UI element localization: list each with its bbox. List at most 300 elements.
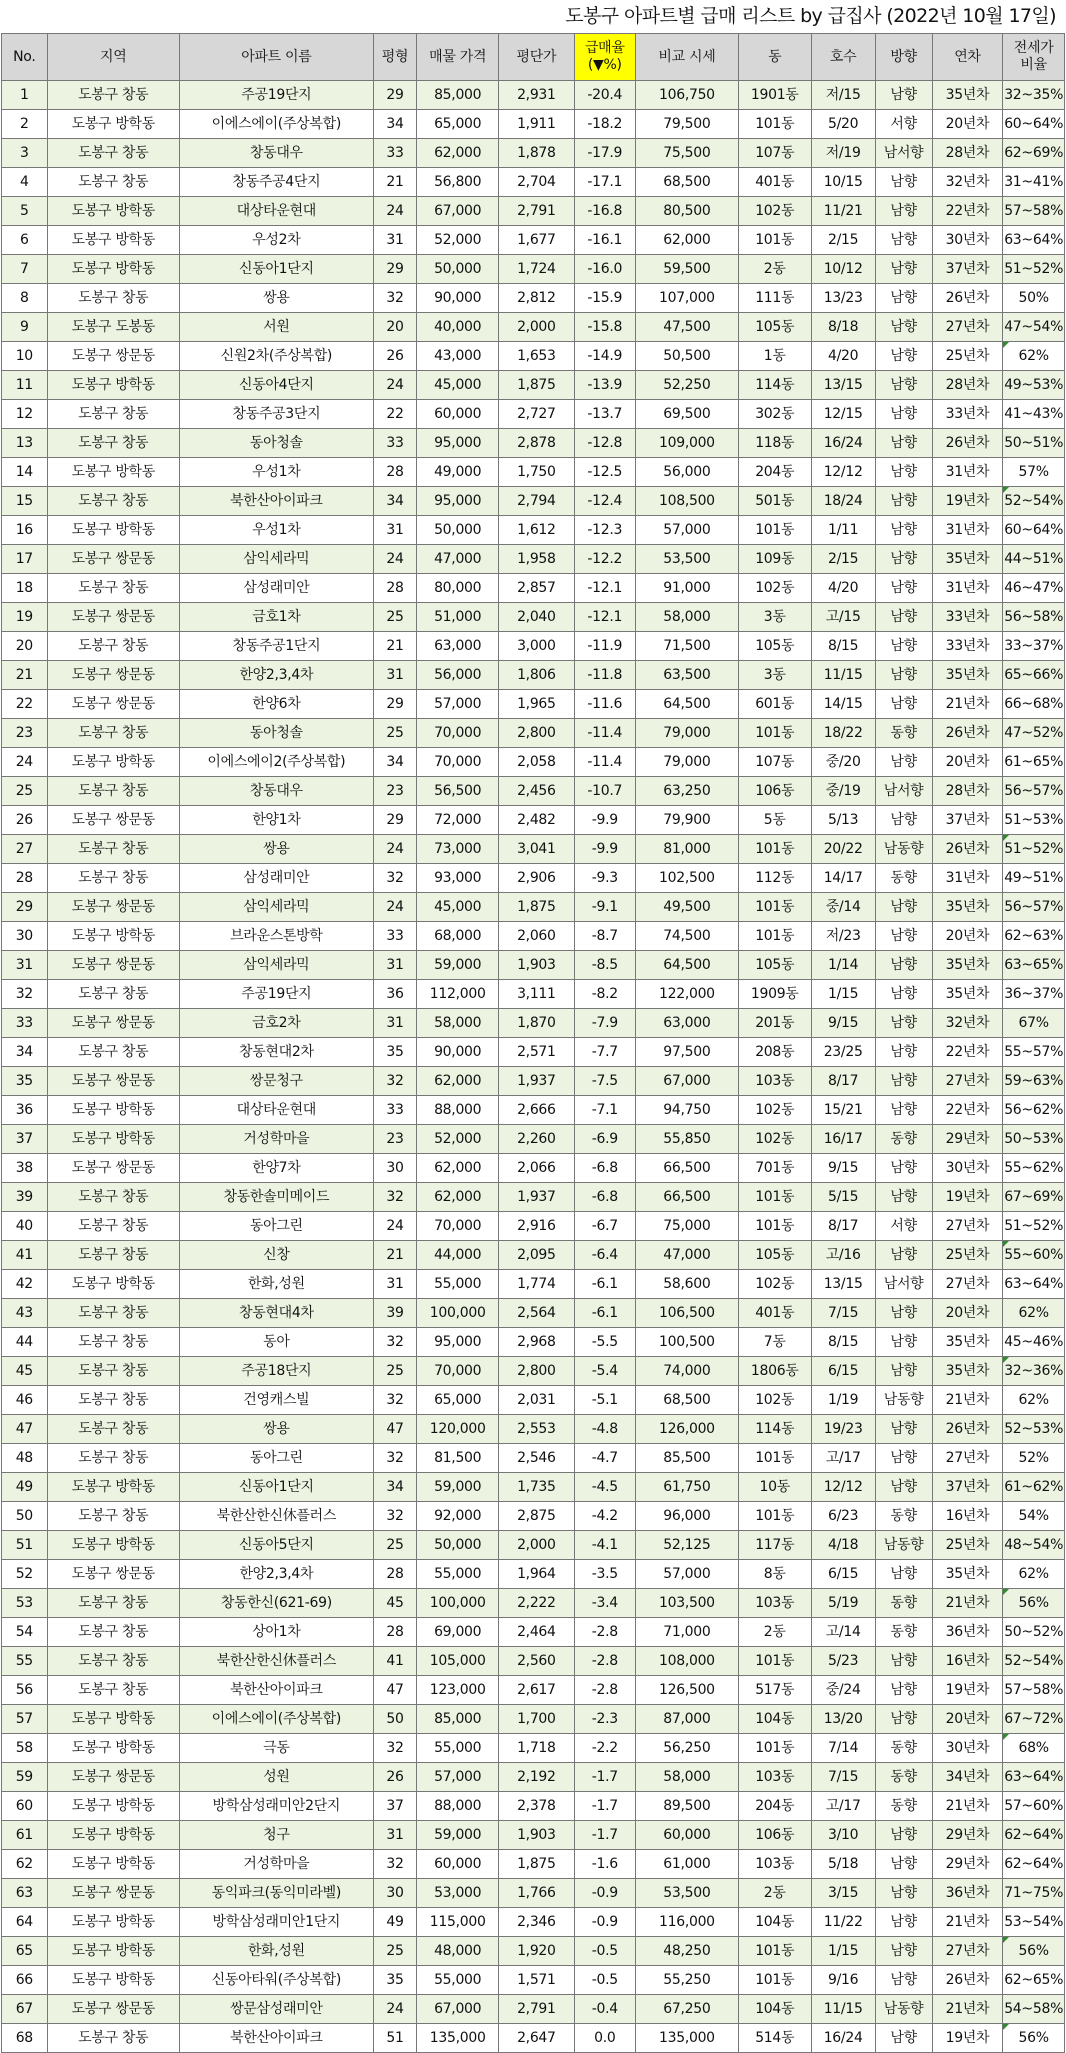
cell-no: 41	[2, 1241, 48, 1270]
cell-drop-rate: -0.4	[574, 1995, 636, 2024]
cell-building: 105동	[738, 632, 811, 661]
cell-building: 101동	[738, 110, 811, 139]
cell-unit-price: 1,958	[499, 545, 574, 574]
cell-age: 30년차	[932, 1734, 1003, 1763]
cell-age: 22년차	[932, 197, 1003, 226]
cell-age: 25년차	[932, 1241, 1003, 1270]
table-row	[2, 777, 1065, 806]
cell-drop-rate: -12.8	[574, 429, 636, 458]
cell-apartment: 동아청솔	[179, 429, 373, 458]
cell-compare-price: 59,500	[636, 255, 739, 284]
cell-drop-rate: -5.4	[574, 1357, 636, 1386]
cell-direction: 동향	[875, 1125, 932, 1154]
cell-unit-price: 2,546	[499, 1444, 574, 1473]
cell-area: 39	[373, 1299, 416, 1328]
cell-no: 58	[2, 1734, 48, 1763]
cell-age: 33년차	[932, 603, 1003, 632]
cell-unit-price: 2,553	[499, 1415, 574, 1444]
cell-direction: 서향	[875, 110, 932, 139]
cell-direction: 남향	[875, 1444, 932, 1473]
cell-apartment: 이에스에이(주상복합)	[179, 1705, 373, 1734]
cell-unit: 5/19	[811, 1589, 875, 1618]
cell-jeonse-ratio: 45~46%	[1003, 1328, 1065, 1357]
cell-no: 5	[2, 197, 48, 226]
cell-area: 25	[373, 1937, 416, 1966]
cell-price: 63,000	[417, 632, 499, 661]
cell-age: 16년차	[932, 1502, 1003, 1531]
cell-jeonse-ratio: 67%	[1003, 1009, 1065, 1038]
cell-direction: 동향	[875, 1792, 932, 1821]
cell-unit: 고/16	[811, 1241, 875, 1270]
cell-area: 21	[373, 168, 416, 197]
cell-price: 90,000	[417, 1038, 499, 1067]
cell-building: 8동	[738, 1560, 811, 1589]
cell-area: 32	[373, 1502, 416, 1531]
cell-age: 31년차	[932, 574, 1003, 603]
cell-unit: 8/15	[811, 632, 875, 661]
cell-unit: 13/15	[811, 1270, 875, 1299]
cell-drop-rate: -18.2	[574, 110, 636, 139]
cell-age: 35년차	[932, 951, 1003, 980]
cell-age: 26년차	[932, 1415, 1003, 1444]
cell-building: 101동	[738, 226, 811, 255]
cell-direction: 남향	[875, 226, 932, 255]
cell-unit-price: 2,260	[499, 1125, 574, 1154]
cell-drop-rate: -0.9	[574, 1908, 636, 1937]
cell-compare-price: 91,000	[636, 574, 739, 603]
table-row	[2, 1676, 1065, 1705]
cell-unit: 8/17	[811, 1212, 875, 1241]
cell-compare-price: 68,500	[636, 168, 739, 197]
cell-jeonse-ratio: 56%	[1003, 2024, 1065, 2053]
cell-no: 54	[2, 1618, 48, 1647]
cell-jeonse-ratio: 41~43%	[1003, 400, 1065, 429]
table-row	[2, 2024, 1065, 2053]
cell-age: 27년차	[932, 1212, 1003, 1241]
cell-no: 68	[2, 2024, 48, 2053]
cell-region: 도봉구 방학동	[47, 1125, 179, 1154]
table-row	[2, 313, 1065, 342]
cell-age: 26년차	[932, 1966, 1003, 1995]
cell-unit: 11/22	[811, 1908, 875, 1937]
cell-region: 도봉구 방학동	[47, 1792, 179, 1821]
table-row	[2, 1154, 1065, 1183]
cell-jeonse-ratio: 67~69%	[1003, 1183, 1065, 1212]
cell-area: 34	[373, 110, 416, 139]
cell-building: 101동	[738, 1183, 811, 1212]
cell-no: 61	[2, 1821, 48, 1850]
cell-apartment: 동아그린	[179, 1212, 373, 1241]
cell-area: 33	[373, 139, 416, 168]
cell-jeonse-ratio: 59~63%	[1003, 1067, 1065, 1096]
cell-no: 19	[2, 603, 48, 632]
cell-age: 20년차	[932, 1705, 1003, 1734]
cell-unit: 6/15	[811, 1560, 875, 1589]
cell-apartment: 대상타운현대	[179, 197, 373, 226]
cell-price: 60,000	[417, 1850, 499, 1879]
cell-price: 120,000	[417, 1415, 499, 1444]
cell-apartment: 쌍용	[179, 284, 373, 313]
cell-area: 24	[373, 371, 416, 400]
table-row	[2, 661, 1065, 690]
cell-drop-rate: -6.8	[574, 1154, 636, 1183]
cell-area: 35	[373, 1038, 416, 1067]
cell-age: 21년차	[932, 1908, 1003, 1937]
table-row	[2, 1531, 1065, 1560]
cell-building: 102동	[738, 197, 811, 226]
cell-apartment: 극동	[179, 1734, 373, 1763]
cell-jeonse-ratio: 65~66%	[1003, 661, 1065, 690]
cell-price: 56,500	[417, 777, 499, 806]
cell-building: 101동	[738, 922, 811, 951]
cell-compare-price: 67,250	[636, 1995, 739, 2024]
cell-region: 도봉구 방학동	[47, 1734, 179, 1763]
cell-drop-rate: -8.2	[574, 980, 636, 1009]
cell-drop-rate: -1.7	[574, 1821, 636, 1850]
cell-direction: 남향	[875, 1328, 932, 1357]
cell-age: 22년차	[932, 1096, 1003, 1125]
cell-direction: 동향	[875, 1734, 932, 1763]
cell-drop-rate: -9.9	[574, 806, 636, 835]
cell-compare-price: 107,000	[636, 284, 739, 313]
cell-jeonse-ratio: 49~51%	[1003, 864, 1065, 893]
cell-price: 123,000	[417, 1676, 499, 1705]
cell-price: 70,000	[417, 1212, 499, 1241]
cell-drop-rate: -12.5	[574, 458, 636, 487]
cell-price: 59,000	[417, 1473, 499, 1502]
cell-region: 도봉구 쌍문동	[47, 661, 179, 690]
cell-price: 51,000	[417, 603, 499, 632]
cell-building: 109동	[738, 545, 811, 574]
cell-unit-price: 2,000	[499, 313, 574, 342]
cell-apartment: 한양1차	[179, 806, 373, 835]
cell-jeonse-ratio: 52%	[1003, 1444, 1065, 1473]
cell-no: 15	[2, 487, 48, 516]
cell-unit-price: 2,617	[499, 1676, 574, 1705]
col-header-direction: 방향	[875, 34, 932, 81]
cell-direction: 남향	[875, 1038, 932, 1067]
cell-direction: 동향	[875, 1502, 932, 1531]
table-row	[2, 1589, 1065, 1618]
cell-compare-price: 56,000	[636, 458, 739, 487]
cell-direction: 남향	[875, 1357, 932, 1386]
cell-price: 85,000	[417, 81, 499, 110]
cell-drop-rate: -9.9	[574, 835, 636, 864]
cell-region: 도봉구 방학동	[47, 197, 179, 226]
cell-unit-price: 1,875	[499, 371, 574, 400]
cell-age: 26년차	[932, 284, 1003, 313]
cell-no: 2	[2, 110, 48, 139]
cell-area: 32	[373, 284, 416, 313]
cell-age: 30년차	[932, 1154, 1003, 1183]
cell-region: 도봉구 창동	[47, 864, 179, 893]
cell-age: 20년차	[932, 922, 1003, 951]
cell-apartment: 쌍문청구	[179, 1067, 373, 1096]
cell-unit: 5/18	[811, 1850, 875, 1879]
cell-area: 47	[373, 1676, 416, 1705]
cell-unit: 2/15	[811, 226, 875, 255]
cell-region: 도봉구 창동	[47, 429, 179, 458]
cell-no: 45	[2, 1357, 48, 1386]
cell-region: 도봉구 쌍문동	[47, 1009, 179, 1038]
cell-apartment: 삼성래미안	[179, 864, 373, 893]
cell-area: 32	[373, 1067, 416, 1096]
cell-area: 21	[373, 1241, 416, 1270]
cell-price: 40,000	[417, 313, 499, 342]
cell-price: 65,000	[417, 110, 499, 139]
cell-drop-rate: -9.1	[574, 893, 636, 922]
cell-unit: 9/15	[811, 1009, 875, 1038]
table-row	[2, 1502, 1065, 1531]
cell-age: 36년차	[932, 1618, 1003, 1647]
cell-unit: 18/24	[811, 487, 875, 516]
cell-building: 103동	[738, 1067, 811, 1096]
cell-direction: 남향	[875, 1705, 932, 1734]
cell-direction: 남향	[875, 748, 932, 777]
cell-unit: 고/15	[811, 603, 875, 632]
cell-compare-price: 58,000	[636, 603, 739, 632]
cell-no: 55	[2, 1647, 48, 1676]
cell-price: 57,000	[417, 690, 499, 719]
cell-drop-rate: -6.1	[574, 1299, 636, 1328]
cell-age: 27년차	[932, 1937, 1003, 1966]
cell-apartment: 삼익세라믹	[179, 545, 373, 574]
cell-area: 21	[373, 632, 416, 661]
cell-jeonse-ratio: 56%	[1003, 1937, 1065, 1966]
cell-drop-rate: -7.9	[574, 1009, 636, 1038]
table-row	[2, 1821, 1065, 1850]
cell-region: 도봉구 창동	[47, 1502, 179, 1531]
cell-region: 도봉구 창동	[47, 1357, 179, 1386]
cell-jeonse-ratio: 54~58%	[1003, 1995, 1065, 2024]
cell-region: 도봉구 창동	[47, 1647, 179, 1676]
cell-direction: 남향	[875, 81, 932, 110]
cell-area: 25	[373, 603, 416, 632]
cell-jeonse-ratio: 56~57%	[1003, 893, 1065, 922]
cell-drop-rate: -11.6	[574, 690, 636, 719]
page-title: 도봉구 아파트별 급매 리스트 by 급집사 (2022년 10월 17일)	[565, 5, 1056, 27]
cell-drop-rate: -3.4	[574, 1589, 636, 1618]
cell-direction: 남향	[875, 1067, 932, 1096]
cell-price: 93,000	[417, 864, 499, 893]
cell-apartment: 이에스에이(주상복합)	[179, 110, 373, 139]
table-row	[2, 1386, 1065, 1415]
cell-age: 30년차	[932, 226, 1003, 255]
col-header-drop-rate-line2: (▼%)	[587, 57, 622, 73]
cell-drop-rate: -13.9	[574, 371, 636, 400]
cell-unit: 1/15	[811, 1937, 875, 1966]
table-row	[2, 951, 1065, 980]
cell-area: 24	[373, 893, 416, 922]
table-row	[2, 1966, 1065, 1995]
cell-unit-price: 2,095	[499, 1241, 574, 1270]
cell-building: 101동	[738, 1734, 811, 1763]
table-row	[2, 1125, 1065, 1154]
cell-jeonse-ratio: 47~54%	[1003, 313, 1065, 342]
cell-apartment: 주공19단지	[179, 81, 373, 110]
cell-unit: 6/15	[811, 1357, 875, 1386]
cell-jeonse-ratio: 51~53%	[1003, 806, 1065, 835]
cell-jeonse-ratio: 55~60%	[1003, 1241, 1065, 1270]
cell-building: 204동	[738, 458, 811, 487]
cell-age: 28년차	[932, 371, 1003, 400]
cell-jeonse-ratio: 61~62%	[1003, 1473, 1065, 1502]
cell-building: 5동	[738, 806, 811, 835]
cell-unit-price: 1,903	[499, 1821, 574, 1850]
cell-building: 302동	[738, 400, 811, 429]
cell-unit: 중/14	[811, 893, 875, 922]
cell-region: 도봉구 방학동	[47, 458, 179, 487]
cell-region: 도봉구 방학동	[47, 1705, 179, 1734]
cell-no: 35	[2, 1067, 48, 1096]
cell-age: 20년차	[932, 748, 1003, 777]
cell-apartment: 청구	[179, 1821, 373, 1850]
table-row	[2, 1009, 1065, 1038]
cell-compare-price: 68,500	[636, 1386, 739, 1415]
cell-apartment: 한화,성원	[179, 1937, 373, 1966]
cell-no: 29	[2, 893, 48, 922]
cell-age: 27년차	[932, 313, 1003, 342]
cell-jeonse-ratio: 56~58%	[1003, 603, 1065, 632]
cell-unit-price: 1,878	[499, 139, 574, 168]
cell-jeonse-ratio: 60~64%	[1003, 516, 1065, 545]
cell-age: 35년차	[932, 1560, 1003, 1589]
table-row	[2, 719, 1065, 748]
cell-area: 30	[373, 1154, 416, 1183]
cell-direction: 남향	[875, 1850, 932, 1879]
cell-direction: 남향	[875, 1647, 932, 1676]
cell-apartment: 금호2차	[179, 1009, 373, 1038]
cell-direction: 남향	[875, 371, 932, 400]
cell-drop-rate: -5.5	[574, 1328, 636, 1357]
cell-region: 도봉구 방학동	[47, 922, 179, 951]
cell-region: 도봉구 창동	[47, 719, 179, 748]
cell-region: 도봉구 방학동	[47, 1966, 179, 1995]
cell-building: 601동	[738, 690, 811, 719]
cell-area: 28	[373, 458, 416, 487]
cell-area: 32	[373, 1386, 416, 1415]
cell-compare-price: 87,000	[636, 1705, 739, 1734]
cell-no: 51	[2, 1531, 48, 1560]
cell-compare-price: 108,000	[636, 1647, 739, 1676]
cell-direction: 남향	[875, 1821, 932, 1850]
cell-price: 53,000	[417, 1879, 499, 1908]
cell-age: 29년차	[932, 1125, 1003, 1154]
cell-jeonse-ratio: 52~54%	[1003, 1647, 1065, 1676]
cell-area: 32	[373, 1328, 416, 1357]
cell-building: 2동	[738, 1618, 811, 1647]
table-row	[2, 690, 1065, 719]
cell-region: 도봉구 창동	[47, 1618, 179, 1647]
cell-apartment: 동아그린	[179, 1444, 373, 1473]
cell-age: 21년차	[932, 1995, 1003, 2024]
cell-apartment: 신동아5단지	[179, 1531, 373, 1560]
cell-age: 22년차	[932, 1038, 1003, 1067]
cell-area: 29	[373, 255, 416, 284]
cell-no: 9	[2, 313, 48, 342]
cell-jeonse-ratio: 51~52%	[1003, 255, 1065, 284]
cell-building: 101동	[738, 719, 811, 748]
cell-compare-price: 122,000	[636, 980, 739, 1009]
cell-jeonse-ratio: 46~47%	[1003, 574, 1065, 603]
cell-direction: 서향	[875, 1212, 932, 1241]
cell-age: 27년차	[932, 1067, 1003, 1096]
table-row	[2, 1937, 1065, 1966]
table-row	[2, 1328, 1065, 1357]
cell-region: 도봉구 쌍문동	[47, 342, 179, 371]
cell-direction: 남서향	[875, 777, 932, 806]
cell-age: 34년차	[932, 1763, 1003, 1792]
cell-direction: 동향	[875, 1763, 932, 1792]
cell-unit: 4/20	[811, 574, 875, 603]
cell-drop-rate: -11.4	[574, 719, 636, 748]
cell-building: 107동	[738, 139, 811, 168]
cell-direction: 동향	[875, 719, 932, 748]
cell-apartment: 창동주공3단지	[179, 400, 373, 429]
cell-jeonse-ratio: 51~52%	[1003, 1212, 1065, 1241]
cell-no: 7	[2, 255, 48, 284]
cell-compare-price: 63,500	[636, 661, 739, 690]
cell-price: 48,000	[417, 1937, 499, 1966]
cell-no: 6	[2, 226, 48, 255]
cell-apartment: 상아1차	[179, 1618, 373, 1647]
cell-unit: 1/19	[811, 1386, 875, 1415]
cell-age: 35년차	[932, 81, 1003, 110]
cell-drop-rate: -15.9	[574, 284, 636, 313]
cell-jeonse-ratio: 62~64%	[1003, 1850, 1065, 1879]
cell-price: 65,000	[417, 1386, 499, 1415]
table-row	[2, 1560, 1065, 1589]
cell-unit: 6/23	[811, 1502, 875, 1531]
cell-area: 24	[373, 835, 416, 864]
cell-drop-rate: -12.1	[574, 603, 636, 632]
table-row	[2, 284, 1065, 313]
cell-jeonse-ratio: 50~53%	[1003, 1125, 1065, 1154]
cell-no: 38	[2, 1154, 48, 1183]
cell-building: 106동	[738, 777, 811, 806]
cell-jeonse-ratio: 50~51%	[1003, 429, 1065, 458]
col-header-unit: 호수	[811, 34, 875, 81]
cell-apartment: 북한산한신休플러스	[179, 1502, 373, 1531]
table-row	[2, 1241, 1065, 1270]
table-row	[2, 458, 1065, 487]
cell-direction: 남향	[875, 1966, 932, 1995]
cell-jeonse-ratio: 63~65%	[1003, 951, 1065, 980]
cell-apartment: 대상타운현대	[179, 1096, 373, 1125]
cell-direction: 남동향	[875, 1995, 932, 2024]
cell-drop-rate: -4.5	[574, 1473, 636, 1502]
cell-area: 47	[373, 1415, 416, 1444]
cell-unit-price: 2,000	[499, 1531, 574, 1560]
cell-unit-price: 3,000	[499, 632, 574, 661]
cell-region: 도봉구 쌍문동	[47, 806, 179, 835]
cell-apartment: 우성1차	[179, 516, 373, 545]
cell-drop-rate: -12.1	[574, 574, 636, 603]
cell-no: 67	[2, 1995, 48, 2024]
cell-price: 115,000	[417, 1908, 499, 1937]
table-row	[2, 342, 1065, 371]
cell-jeonse-ratio: 62%	[1003, 1299, 1065, 1328]
cell-apartment: 우성1차	[179, 458, 373, 487]
cell-apartment: 거성학마을	[179, 1125, 373, 1154]
cell-building: 1806동	[738, 1357, 811, 1386]
cell-building: 103동	[738, 1763, 811, 1792]
cell-no: 52	[2, 1560, 48, 1589]
cell-jeonse-ratio: 62~69%	[1003, 139, 1065, 168]
cell-drop-rate: -20.4	[574, 81, 636, 110]
cell-no: 43	[2, 1299, 48, 1328]
cell-building: 1901동	[738, 81, 811, 110]
